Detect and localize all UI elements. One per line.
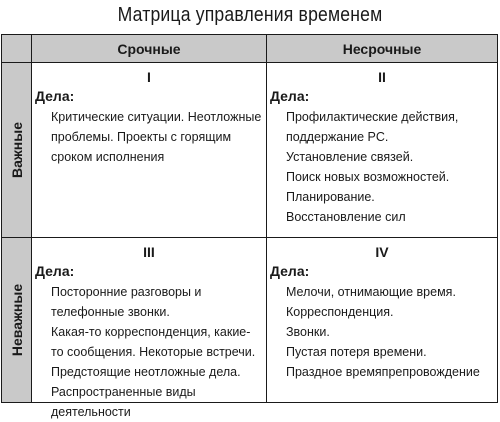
quadrant-number: I (147, 69, 151, 85)
quadrant-1 (32, 63, 267, 238)
quadrant-item-list (32, 282, 266, 422)
list-item: Звонки. (286, 325, 330, 339)
list-item: Посторонние разговоры и телефонные звонки. (51, 285, 202, 319)
quadrant-4 (267, 238, 497, 402)
time-management-matrix (1, 34, 498, 419)
quadrant-item-list (267, 282, 497, 382)
column-header-urgent: Срочные (32, 35, 267, 63)
quadrant-item-list (267, 107, 497, 227)
header-corner (2, 35, 32, 63)
row-header-important-label: Важные (8, 121, 25, 179)
quadrant-number: III (143, 244, 155, 260)
list-item: Восстановление сил (286, 210, 406, 224)
list-item: Корреспонденция. (286, 305, 394, 319)
page-title: Матрица управления временем (117, 4, 383, 26)
quadrant-number: II (378, 69, 386, 85)
list-item: Мелочи, отнимающие время. (286, 285, 456, 299)
list-item: Распространенные виды деятельности (51, 385, 196, 419)
quadrant-number: IV (375, 244, 389, 260)
quadrant-label: Дела: (270, 88, 310, 104)
quadrant-2 (267, 63, 497, 238)
quadrant-item-list (32, 107, 266, 167)
list-item: Праздное времяпрепровождение (286, 365, 480, 379)
list-item: Поиск новых возможностей. (286, 170, 450, 184)
list-item: Какая-то корреспонденция, какие-то сообщения. Некоторые встречи. (51, 325, 256, 359)
row-header-important (2, 63, 32, 238)
list-item: Критические ситуации. Неотложные проблемы. Проекты с горящим сроком исполнения (51, 110, 262, 164)
row-header-not-important (2, 238, 32, 402)
quadrant-3 (32, 238, 267, 419)
list-item: Планирование. (286, 190, 375, 204)
quadrant-label: Дела: (35, 263, 75, 279)
list-item: Предстоящие неотложные дела. (51, 365, 241, 379)
quadrant-label: Дела: (35, 88, 75, 104)
row-header-not-important-label: Неважные (8, 283, 25, 357)
list-item: Профилактические действия, поддержание PC. (286, 110, 459, 144)
column-header-not-urgent: Несрочные (267, 35, 497, 63)
list-item: Пустая потеря времени. (286, 345, 427, 359)
quadrant-label: Дела: (270, 263, 310, 279)
list-item: Установление связей. (286, 150, 414, 164)
